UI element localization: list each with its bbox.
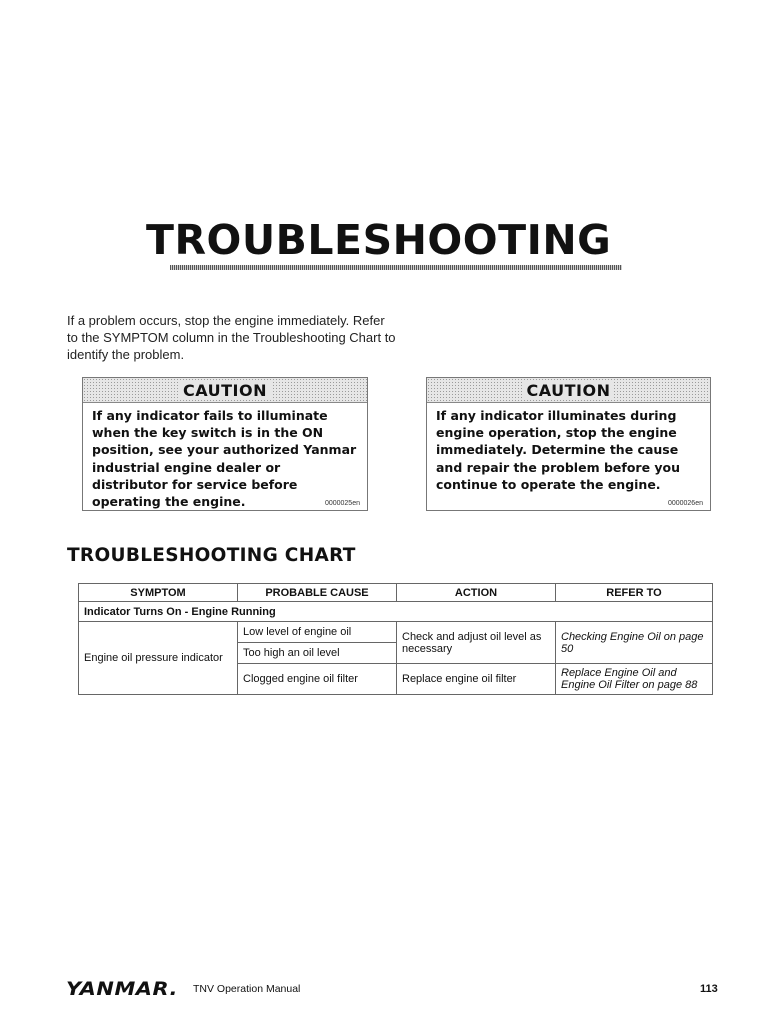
refer-cell: Checking Engine Oil on page 50 [556, 622, 713, 664]
cause-cell: Too high an oil level [238, 643, 397, 664]
caution-text: If any indicator fails to illuminate when the key switch is in the ON position, see your authorized Yanmar industrial engine dealer or distributor for service before operating the engine. [92, 408, 357, 510]
caution-code: 0000026en [667, 500, 703, 507]
column-header-action: ACTION [397, 584, 556, 602]
caution-header [83, 378, 367, 403]
cause-cell: Clogged engine oil filter [238, 664, 397, 695]
section-row [79, 602, 713, 622]
troubleshooting-chart [78, 583, 713, 695]
action-cell: Replace engine oil filter [397, 664, 556, 695]
column-header-symptom: SYMPTOM [79, 584, 238, 602]
caution-code: 0000025en [324, 500, 360, 507]
caution-box-indicator-illuminates [426, 377, 711, 511]
column-header-probable-cause: PROBABLE CAUSE [238, 584, 397, 602]
page-number: 113 [700, 983, 718, 995]
page-title: TROUBLESHOOTING [146, 216, 612, 264]
caution-heading: CAUTION [523, 381, 615, 400]
cause-cell: Low level of engine oil [238, 622, 397, 643]
table-row [79, 622, 713, 643]
caution-heading: CAUTION [179, 381, 271, 400]
column-header-refer-to: REFER TO [556, 584, 713, 602]
chart-heading: TROUBLESHOOTING CHART [67, 545, 356, 566]
action-cell: Check and adjust oil level as necessary [397, 622, 556, 664]
yanmar-logo: YANMAR. [66, 978, 179, 1000]
symptom-cell: Engine oil pressure indicator [79, 622, 238, 695]
section-label: Indicator Turns On - Engine Running [79, 602, 713, 622]
title-underline [170, 265, 622, 270]
caution-header [427, 378, 710, 403]
intro-paragraph: If a problem occurs, stop the engine immediately. Refer to the SYMPTOM column in the Troubleshooting Chart to identify the problem. [67, 313, 396, 362]
chart-header-row [79, 584, 713, 602]
refer-cell: Replace Engine Oil and Engine Oil Filter on page 88 [556, 664, 713, 695]
caution-box-indicator-fails [82, 377, 368, 511]
caution-text: If any indicator illuminates during engine operation, stop the engine immediately. Determine the cause and repair the problem before you continue to operate the engine. [436, 408, 681, 492]
footer-manual-title: TNV Operation Manual [193, 983, 301, 995]
